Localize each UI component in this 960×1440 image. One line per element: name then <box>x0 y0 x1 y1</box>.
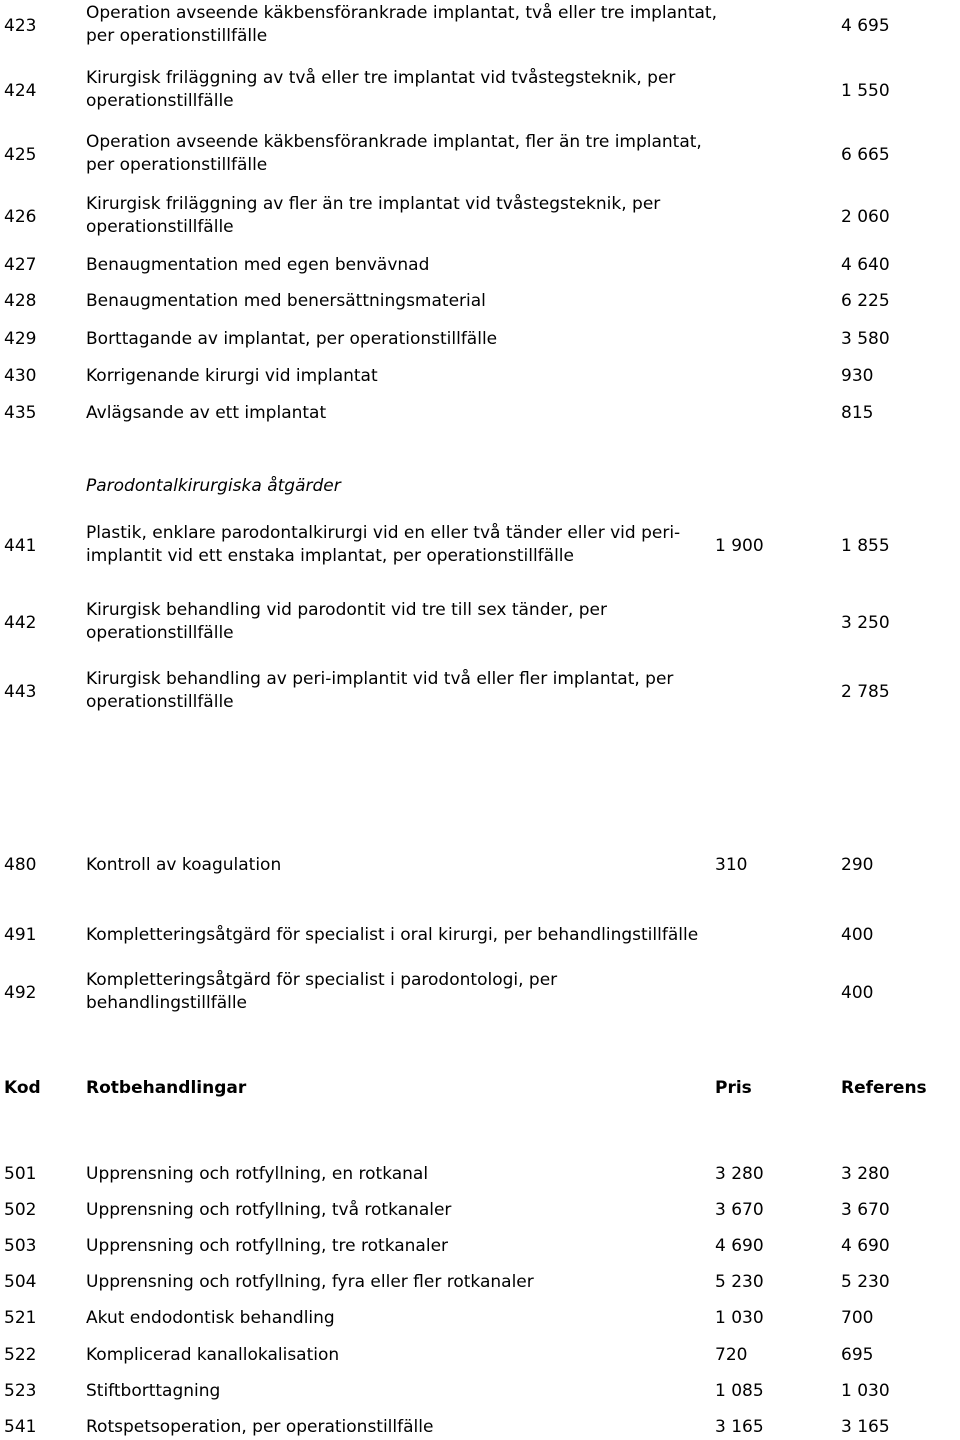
row-description-line: Kirurgisk behandling vid parodontit vid tre till sex tänder, per <box>86 600 607 620</box>
row-description-line: implantit vid ett enstaka implantat, per operationstillfälle <box>86 546 574 566</box>
row-description: Upprensning och rotfyllning, två rotkanaler <box>86 1200 452 1220</box>
row-code: 424 <box>4 80 37 101</box>
row-reference-price: 700 <box>841 1308 874 1328</box>
row-description: Upprensning och rotfyllning, fyra eller fler rotkanaler <box>86 1272 534 1292</box>
row-reference-price: 2 060 <box>841 206 890 227</box>
row-description <box>86 599 607 645</box>
row-description: Borttagande av implantat, per operationstillfälle <box>86 329 498 349</box>
row-description-line: operationstillfälle <box>86 623 234 643</box>
header-code: Kod <box>4 1078 41 1098</box>
row-description-line: operationstillfälle <box>86 217 234 237</box>
row-price: 1 030 <box>715 1308 764 1328</box>
row-reference-price: 2 785 <box>841 681 890 702</box>
header-reference: Referens <box>841 1078 927 1098</box>
row-description: Kontroll av koagulation <box>86 855 282 875</box>
row-reference-price: 290 <box>841 855 874 875</box>
row-code: 430 <box>4 366 37 386</box>
row-code: 521 <box>4 1308 37 1328</box>
row-code: 423 <box>4 15 37 36</box>
row-reference-price: 5 230 <box>841 1272 890 1292</box>
row-description-line: behandlingstillfälle <box>86 993 248 1013</box>
row-code: 427 <box>4 255 37 275</box>
row-reference-price: 3 670 <box>841 1200 890 1220</box>
row-description-line: per operationstillfälle <box>86 26 268 46</box>
row-reference-price: 695 <box>841 1345 874 1365</box>
row-description <box>86 193 660 239</box>
row-price: 720 <box>715 1345 748 1365</box>
row-price: 310 <box>715 855 748 875</box>
row-description-line: Operation avseende käkbensförankrade implantat, fler än tre implantat, <box>86 132 702 152</box>
row-code: 503 <box>4 1236 37 1256</box>
row-price: 1 900 <box>715 535 764 556</box>
row-description-line: Plastik, enklare parodontalkirurgi vid en eller två tänder eller vid peri- <box>86 523 681 543</box>
row-description: Akut endodontisk behandling <box>86 1308 335 1328</box>
row-code: 523 <box>4 1381 37 1401</box>
row-reference-price: 6 665 <box>841 144 890 165</box>
row-price: 1 085 <box>715 1381 764 1401</box>
table-row <box>0 2 960 50</box>
row-code: 541 <box>4 1417 37 1437</box>
row-description: Kompletteringsåtgärd för specialist i oral kirurgi, per behandlingstillfälle <box>86 925 699 945</box>
row-code: 429 <box>4 329 37 349</box>
row-description <box>86 522 680 568</box>
row-description: Upprensning och rotfyllning, en rotkanal <box>86 1164 429 1184</box>
row-description: Komplicerad kanallokalisation <box>86 1345 340 1365</box>
row-code: 435 <box>4 403 37 423</box>
table-row <box>0 193 960 241</box>
row-description-line: Kirurgisk behandling av peri-implantit vid två eller fler implantat, per <box>86 669 674 689</box>
row-description: Rotspetsoperation, per operationstillfälle <box>86 1417 434 1437</box>
row-reference-price: 3 250 <box>841 612 890 633</box>
row-description <box>86 67 675 113</box>
table-row <box>0 522 960 570</box>
row-description <box>86 668 673 714</box>
row-description: Korrigenande kirurgi vid implantat <box>86 366 378 386</box>
table-row <box>0 668 960 716</box>
table-row <box>0 67 960 115</box>
row-code: 522 <box>4 1345 37 1365</box>
row-description-line: Operation avseende käkbensförankrade implantat, två eller tre implantat, <box>86 3 717 23</box>
row-reference-price: 1 030 <box>841 1381 890 1401</box>
row-reference-price: 400 <box>841 982 874 1003</box>
row-price: 3 165 <box>715 1417 764 1437</box>
row-description-line: operationstillfälle <box>86 692 234 712</box>
row-description: Stiftborttagning <box>86 1381 221 1401</box>
row-price: 3 670 <box>715 1200 764 1220</box>
row-code: 492 <box>4 982 37 1003</box>
header-price: Pris <box>715 1078 752 1098</box>
row-reference-price: 6 225 <box>841 291 890 311</box>
table-row <box>0 131 960 179</box>
row-description-line: Kompletteringsåtgärd för specialist i parodontologi, per <box>86 970 558 990</box>
row-description-line: per operationstillfälle <box>86 155 268 175</box>
row-code: 504 <box>4 1272 37 1292</box>
row-description: Benaugmentation med benersättningsmaterial <box>86 291 486 311</box>
row-reference-price: 1 550 <box>841 80 890 101</box>
row-description-line: Kirurgisk friläggning av två eller tre implantat vid tvåstegsteknik, per <box>86 68 676 88</box>
row-reference-price: 3 580 <box>841 329 890 349</box>
row-price: 3 280 <box>715 1164 764 1184</box>
row-code: 501 <box>4 1164 37 1184</box>
row-description: Upprensning och rotfyllning, tre rotkanaler <box>86 1236 449 1256</box>
row-code: 480 <box>4 855 37 875</box>
section-title: Parodontalkirurgiska åtgärder <box>86 476 341 496</box>
row-reference-price: 400 <box>841 925 874 945</box>
row-price: 5 230 <box>715 1272 764 1292</box>
row-code: 502 <box>4 1200 37 1220</box>
header-title: Rotbehandlingar <box>86 1078 247 1098</box>
row-reference-price: 930 <box>841 366 874 386</box>
row-code: 443 <box>4 681 37 702</box>
table-row <box>0 969 960 1017</box>
row-reference-price: 3 165 <box>841 1417 890 1437</box>
row-code: 426 <box>4 206 37 227</box>
row-description <box>86 131 702 177</box>
row-reference-price: 1 855 <box>841 535 890 556</box>
row-code: 441 <box>4 535 37 556</box>
row-code: 491 <box>4 925 37 945</box>
row-description-line: Kirurgisk friläggning av fler än tre implantat vid tvåstegsteknik, per <box>86 194 661 214</box>
row-code: 442 <box>4 612 37 633</box>
row-description-line: operationstillfälle <box>86 91 234 111</box>
row-price: 4 690 <box>715 1236 764 1256</box>
row-reference-price: 4 640 <box>841 255 890 275</box>
row-reference-price: 3 280 <box>841 1164 890 1184</box>
row-description: Avlägsande av ett implantat <box>86 403 327 423</box>
row-description <box>86 969 557 1015</box>
row-code: 428 <box>4 291 37 311</box>
row-reference-price: 4 690 <box>841 1236 890 1256</box>
row-description <box>86 2 717 48</box>
row-description: Benaugmentation med egen benvävnad <box>86 255 430 275</box>
row-reference-price: 815 <box>841 403 874 423</box>
row-code: 425 <box>4 144 37 165</box>
table-row <box>0 599 960 647</box>
row-reference-price: 4 695 <box>841 15 890 36</box>
